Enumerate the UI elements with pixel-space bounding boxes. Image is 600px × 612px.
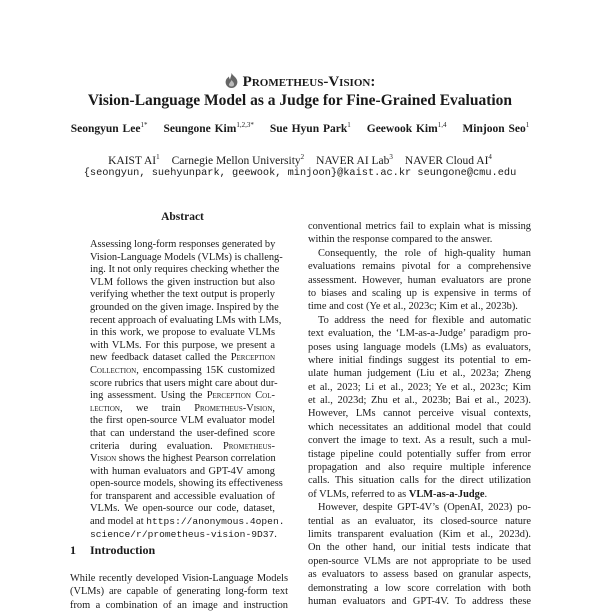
intro-text-line	[308, 274, 531, 287]
author	[367, 123, 447, 135]
intro-text-line	[308, 541, 531, 554]
intro-text-line	[308, 354, 531, 367]
intro-text-line	[308, 568, 531, 581]
intro-text-line	[308, 394, 531, 407]
section-heading-introduction	[70, 543, 155, 558]
abstract-line: Collection, encompassing 15K customized	[90, 364, 275, 376]
abstract-line: lection, we train Prometheus-Vision,	[90, 402, 275, 414]
abstract-line: ing. It not only requires checking whether the	[90, 264, 280, 276]
affiliation-name: NAVER AI Lab	[316, 154, 390, 167]
affiliation-list	[0, 153, 600, 167]
abstract-line: in this work, we propose to evaluate VLMs	[90, 327, 275, 339]
text: tential as an evaluator, its closed-source nature	[308, 515, 531, 527]
intro-text-line: (VLMs) are capable of generating long-form text	[70, 586, 288, 598]
text: as evaluators to assess based on granular aspects,	[308, 569, 531, 581]
text: conventional metrics fail to explain what is missing	[308, 221, 531, 232]
abstract-line: that can understand the user-defined score	[90, 427, 275, 439]
abstract-line: with VLMs. For this purpose, we present a	[90, 339, 275, 351]
bold-term: VLM-as-a-Judge	[408, 488, 485, 500]
intro-left-column	[70, 572, 288, 612]
abstract-line: new feedback dataset called the Perception	[90, 352, 275, 364]
text: To address the need for flexible and automatic	[318, 314, 531, 326]
abstract-line: verifying whether the text output is properly	[90, 289, 275, 301]
text: propagation and also require multiple inference	[308, 462, 531, 474]
flame-icon	[225, 73, 238, 88]
text: calls. This situation calls for the direct utilization	[308, 475, 531, 487]
text: et al., 2023; Li et al., 2023; Ye et al., 2023c; Kim	[308, 381, 531, 393]
abstract-line: Vision-Language Models (VLMs) is challeng-	[90, 251, 283, 263]
text: open-source VLMs are not appropriate to be used	[308, 555, 531, 567]
affiliation	[108, 155, 160, 167]
affiliation-name: Carnegie Mellon University	[171, 154, 301, 167]
section-title: Introduction	[90, 543, 156, 557]
text: assessment. However, human evaluators are prone	[308, 274, 531, 286]
text: poses using language models (LMs) as evaluators,	[308, 341, 531, 353]
intro-right-column	[308, 220, 531, 608]
text: within the response compared to the answer.	[308, 234, 493, 246]
intro-text-line	[308, 233, 531, 246]
text: to biases and scaling up is expensive in terms of	[308, 287, 531, 299]
author	[163, 123, 253, 135]
author-superscript: 1,2,3*	[236, 121, 254, 129]
affiliation-superscript: 4	[488, 153, 492, 161]
abstract-line: Vision shows the highest Pearson correlation	[90, 453, 276, 465]
intro-text-line: While recently developed Vision-Language Models	[70, 573, 288, 584]
affiliation-superscript: 3	[389, 153, 393, 161]
intro-text-line	[308, 515, 531, 528]
intro-text-line	[308, 582, 531, 595]
intro-text-line	[308, 407, 531, 420]
intro-text-line	[308, 260, 531, 273]
abstract-line: Assessing long-form responses generated by	[90, 239, 276, 250]
intro-text-line: from a combination of an image and instruction	[70, 599, 288, 611]
text: ulate human judgement (Liu et al., 2023a; Zheng	[308, 368, 531, 380]
text: human evaluators and GPT-4V. To address these	[308, 595, 531, 607]
text: et al., 2023d; Zhu et al., 2023b; Bai et al., 2023).	[308, 395, 531, 407]
author-name: Seungone Kim	[163, 122, 237, 135]
intro-text-line	[308, 287, 531, 300]
intro-text-line	[308, 448, 531, 461]
text: convert the image to text. As a result, such a mul-	[308, 435, 531, 447]
author-emails: {seongyun, suehyunpark, geewook, minjoon}@kaist.ac.kr seungone@cmu.edu	[83, 167, 517, 179]
affiliation-name: NAVER Cloud AI	[404, 154, 489, 167]
affiliation	[172, 155, 305, 167]
intro-text-line	[308, 528, 531, 541]
intro-text-line	[308, 474, 531, 487]
author	[462, 123, 529, 135]
abstract-line: grounded on the given image. Inspired by the	[90, 301, 279, 313]
paper-title-sub: Vision-Language Model as a Judge for Fine-Grained Evaluation	[87, 92, 513, 109]
intro-text-line	[308, 367, 531, 380]
author-superscript: 1	[347, 121, 351, 129]
intro-text-line	[308, 434, 531, 447]
intro-text-line	[308, 314, 531, 327]
abstract-line: for transparent and accessible evaluation of	[90, 490, 275, 502]
author	[71, 123, 148, 135]
abstract-line: ing assessment. Using the Perception Col-	[90, 390, 275, 402]
intro-text-line	[308, 220, 531, 233]
abstract-line: score rubrics that users might care about dur-	[90, 377, 278, 389]
intro-text-line	[308, 341, 531, 354]
affiliation	[316, 155, 393, 167]
abstract-body	[90, 239, 285, 541]
affiliation-name: KAIST AI	[108, 154, 157, 167]
intro-text-line	[308, 300, 531, 313]
section-number: 1	[70, 543, 76, 557]
author-name: Seongyun Lee	[70, 122, 141, 135]
author-superscript: 1*	[140, 121, 148, 129]
author-name: Minjoon Seo	[462, 122, 526, 135]
intro-text-line	[308, 501, 531, 514]
abstract-line: recent approach of evaluating LMs with LMs,	[90, 314, 282, 326]
text: On the other hand, our initial tests indicate that	[308, 542, 531, 554]
abstract-line: and model at https://anonymous.4open.	[90, 516, 285, 528]
text: where initial findings suggest its potential to em-	[308, 354, 531, 366]
text: Consequently, the role of high-quality human	[318, 247, 531, 259]
abstract-line: criteria during evaluation. Prometheus-	[90, 440, 275, 452]
abstract-line: open-source models, showing its effectiveness	[90, 478, 283, 490]
text: tistage pipeline could potentially suffer from error	[308, 448, 531, 460]
author-superscript: 1	[525, 121, 530, 129]
text: However, despite GPT-4V’s (OpenAI, 2023) po-	[318, 502, 531, 514]
text: time and cost (Ye et al., 2023c; Kim et al., 2023b).	[308, 301, 518, 313]
intro-text-line	[308, 381, 531, 394]
author	[270, 123, 351, 135]
abstract-line: the first open-source VLM evaluator model	[90, 415, 275, 427]
abstract-heading: Abstract	[161, 211, 204, 223]
intro-text-line	[308, 247, 531, 260]
abstract-line: VLM follows the given instruction but also	[90, 276, 275, 288]
abstract-line: with human evaluators and GPT-4V among	[90, 465, 275, 477]
intro-text-line	[308, 421, 531, 434]
text: demonstrating a low score correlation with both	[308, 582, 531, 594]
text: text evaluation, the ‘LM-as-a-Judge’ paradigm pro-	[308, 328, 531, 340]
abstract-line: science/r/prometheus-vision-9D37.	[90, 528, 277, 540]
intro-text-line: of VLMs, referred to as VLM-as-a-Judge.	[308, 488, 488, 500]
affiliation	[405, 155, 492, 167]
text: of VLMs, referred to as	[308, 488, 407, 500]
text: limits transparent evaluation (Kim et al., 2023d).	[308, 528, 531, 540]
intro-text-line	[308, 461, 531, 474]
affiliation-superscript: 2	[300, 153, 305, 161]
paper-title-main	[0, 73, 600, 91]
intro-text-line	[308, 595, 531, 608]
title-main-text: Prometheus-Vision:	[242, 74, 376, 90]
intro-text-line	[308, 327, 531, 340]
text: However, LMs cannot perceive visual contexts,	[308, 408, 531, 420]
author-superscript: 1,4	[437, 121, 447, 129]
author-name: Sue Hyun Park	[269, 122, 348, 135]
text: evaluations remains pivotal for a comprehensive	[308, 261, 531, 273]
author-list	[0, 121, 600, 135]
author-name: Geewook Kim	[366, 122, 438, 135]
abstract-line: VLMs. We open-source our code, dataset,	[90, 503, 275, 515]
affiliation-superscript: 1	[156, 153, 160, 161]
text: which necessitates an additional model that could	[308, 421, 531, 433]
intro-text-line	[308, 555, 531, 568]
